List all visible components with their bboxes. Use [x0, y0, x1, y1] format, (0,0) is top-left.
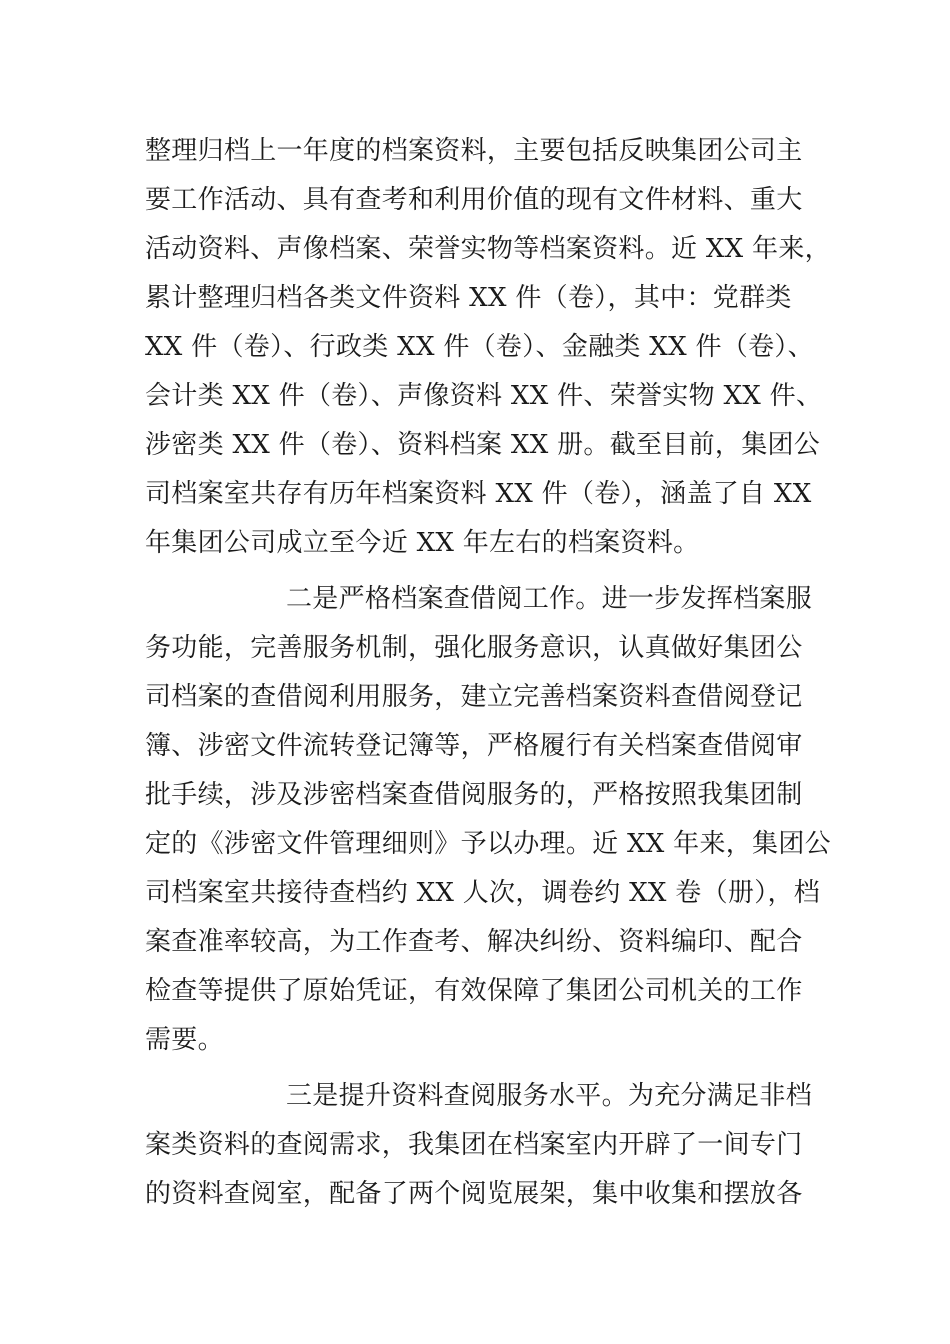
- body-text-line: 累计整理归档各类文件资料 XX 件（卷），其中：党群类: [145, 283, 792, 313]
- body-text-line: 需要。: [145, 1025, 224, 1055]
- body-text-line: 涉密类 XX 件（卷）、资料档案 XX 册。截至目前，集团公: [145, 430, 821, 460]
- body-text-line: 检查等提供了原始凭证，有效保障了集团公司机关的工作: [145, 976, 803, 1006]
- body-text-line: 整理归档上一年度的档案资料，主要包括反映集团公司主: [145, 136, 803, 166]
- body-text-line: 活动资料、声像档案、荣誉实物等档案资料。近 XX 年来，: [145, 234, 831, 264]
- body-text-line: 要工作活动、具有查考和利用价值的现有文件材料、重大: [145, 185, 803, 215]
- body-text-line: 司档案室共存有历年档案资料 XX 件（卷），涵盖了自 XX: [145, 479, 812, 509]
- body-text-line: 定的《涉密文件管理细则》予以办理。近 XX 年来，集团公: [145, 829, 831, 859]
- body-text-line: 批手续，涉及涉密档案查借阅服务的，严格按照我集团制: [145, 780, 803, 810]
- paragraph-first-line: 二是严格档案查借阅工作。进一步发挥档案服: [286, 584, 813, 614]
- paragraph-first-line: 三是提升资料查阅服务水平。为充分满足非档: [286, 1081, 813, 1111]
- body-text-line: 簿、涉密文件流转登记簿等，严格履行有关档案查借阅审: [145, 731, 803, 761]
- body-text-line: 司档案室共接待查档约 XX 人次，调卷约 XX 卷（册），档: [145, 878, 821, 908]
- body-text-line: 年集团公司成立至今近 XX 年左右的档案资料。: [145, 528, 700, 558]
- body-text-line: 案类资料的查阅需求，我集团在档案室内开辟了一间专门: [145, 1130, 803, 1160]
- body-text-line: XX 件（卷）、行政类 XX 件（卷）、金融类 XX 件（卷）、: [145, 332, 814, 362]
- body-text-line: 案查准率较高，为工作查考、解决纠纷、资料编印、配合: [145, 927, 803, 957]
- body-text-line: 会计类 XX 件（卷）、声像资料 XX 件、荣誉实物 XX 件、: [145, 381, 823, 411]
- body-text-line: 的资料查阅室，配备了两个阅览展架，集中收集和摆放各: [145, 1179, 803, 1209]
- body-text-line: 司档案的查借阅利用服务，建立完善档案资料查借阅登记: [145, 682, 803, 712]
- body-text-line: 务功能，完善服务机制，强化服务意识，认真做好集团公: [145, 633, 803, 663]
